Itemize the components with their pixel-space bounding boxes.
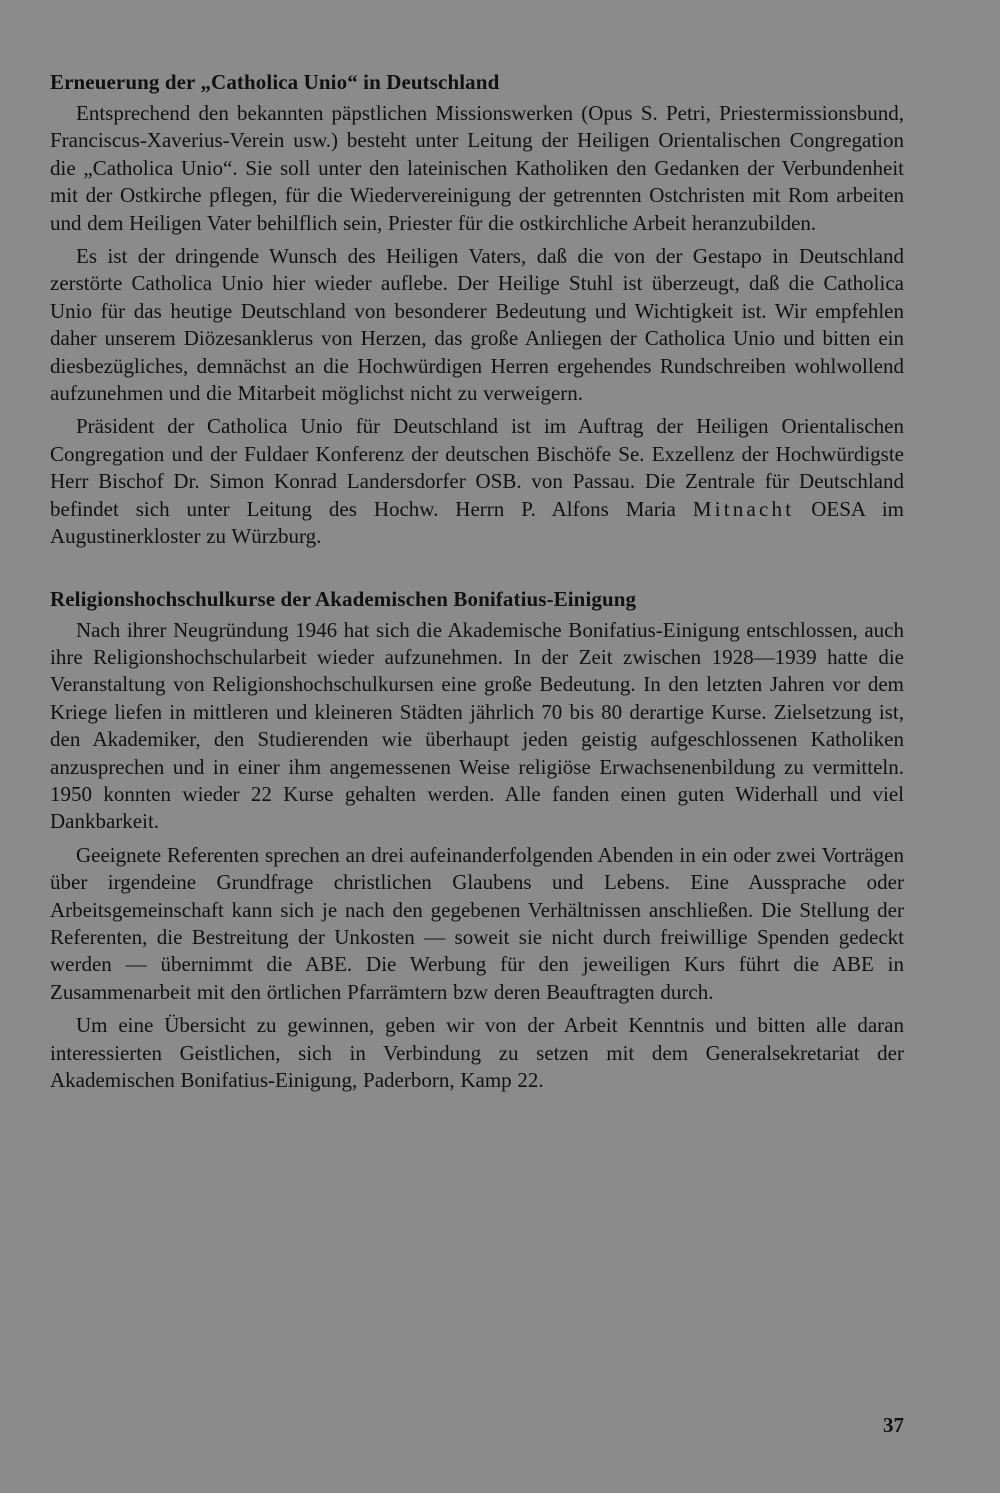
page-number: 37 — [883, 1413, 904, 1437]
spaced-name: Mitnacht — [692, 496, 795, 521]
paragraph: Es ist der dringende Wunsch des Heiligen Vaters, daß die von der Gestapo in Deutschland zerstörte Catholica Unio hier wieder auflebe. Der Heilige Stuhl ist überzeugt, daß die Catholica Unio für das heutige Deutschland von besonderer Bedeutung und Wichtigkeit ist. Wir empfehlen daher unserem Diözesanklerus von Herzen, das große Anliegen der Catholica Unio und bitten ein diesbezügliches, demnächst an die Hochwürdigen Herren ergehendes Rundschreiben wohlwollend aufzunehmen und die Mitarbeit möglichst nicht zu verweigern. — [50, 244, 904, 406]
section-heading: Erneuerung der „Catholica Unio“ in Deutschland — [50, 70, 500, 94]
paragraph: Entsprechend den bekannten päpstlichen Missionswerken (Opus S. Petri, Priestermissionsbund, Franciscus-Xaverius-Verein usw.) besteht unter Leitung der Heiligen Orientalischen Congregation die „Catholica Unio“. Sie soll unter den lateinischen Katholiken den Gedanken der Verbundenheit mit der Ostkirche pflegen, für die Wiedervereinigung der getrennten Ostchristen mit Rom arbeiten und dem Heiligen Vater behilflich sein, Priester für die ostkirchliche Arbeit heranzubilden. — [50, 101, 904, 235]
section-heading: Religionshochschulkurse der Akademischen Bonifatius-Einigung — [50, 586, 637, 611]
section-catholica-unio — [50, 68, 904, 551]
paragraph: Nach ihrer Neugründung 1946 hat sich die Akademische Bonifatius-Einigung entschlossen, auch ihre Religionshochschularbeit wieder aufzunehmen. In der Zeit zwischen 1928—1939 hatte die Veranstaltung von Religionshochschulkursen eine große Bedeutung. In den letzten Jahren vor dem Kriege liefen in mittleren und kleineren Städten jährlich 70 bis 80 derartige Kurse. Zielsetzung ist, den Akademiker, den Studierenden wie überhaupt jeden geistig aufgeschlossenen Katholiken anzusprechen und in einer ihm angemessenen Weise religiöse Erwachsenenbildung zu vermitteln. 1950 konnten wieder 22 Kurse gehalten werden. Alle fanden einen guten Widerhall und viel Dankbarkeit. — [50, 617, 904, 834]
section-religionshochschulkurse — [50, 585, 904, 1095]
paragraph-text: OESA im Augustinerkloster zu Würzburg. — [50, 496, 904, 549]
paragraph-text: Präsident der Catholica Unio für Deutschland ist im Auftrag der Heiligen Orientalischen Congregation und der Fuldaer Konferenz der deutschen Bischöfe Se. Exzellenz der Hochwürdigste Herr Bischof Dr. Simon Konrad Landersdorfer OSB. von Passau. Die Zentrale für Deutschland befindet sich unter Leitung des Hochw. Herrn P. Alfons Maria — [50, 414, 904, 521]
paragraph: Geeignete Referenten sprechen an drei aufeinanderfolgenden Abenden in ein oder zwei Vorträgen über irgendeine Grundfrage christlichen Glaubens und Lebens. Eine Aussprache oder Arbeitsgemeinschaft kann sich je nach den gegebenen Verhältnissen anschließen. Die Stellung der Referenten, die Bestreitung der Unkosten — soweit sie nicht durch freiwillige Spenden gedeckt werden — übernimmt die ABE. Die Werbung für den jeweiligen Kurs führt die ABE in Zusammenarbeit mit den örtlichen Pfarrämtern bzw deren Beauftragten durch. — [50, 842, 904, 1004]
paragraph — [50, 413, 904, 550]
paragraph: Um eine Übersicht zu gewinnen, geben wir von der Arbeit Kenntnis und bitten alle daran interessierten Geistlichen, sich in Verbindung zu setzen mit dem Generalsekretariat der Akademischen Bonifatius-Einigung, Paderborn, Kamp 22. — [50, 1013, 904, 1092]
